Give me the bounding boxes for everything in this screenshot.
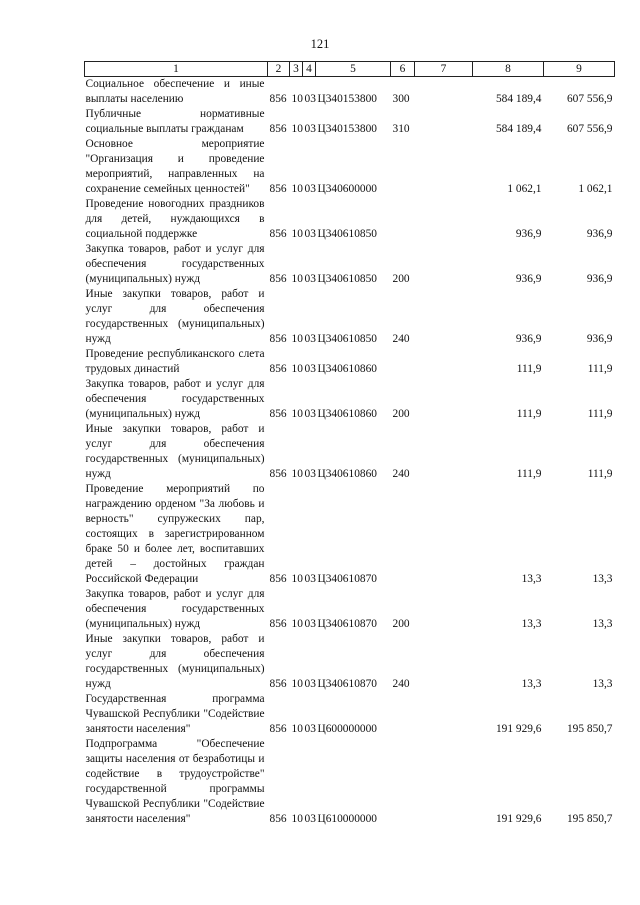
- row-expense-type-code: 240: [392, 333, 410, 345]
- row-col7: [415, 692, 473, 737]
- table-row: [85, 737, 615, 827]
- header-cell-3: 3: [290, 62, 303, 77]
- row-amount-2: 936,9: [586, 273, 613, 285]
- table-row: [85, 692, 615, 737]
- row-section-code: 10: [291, 813, 303, 825]
- row-amount-1: 13,3: [521, 573, 542, 585]
- row-col7: [415, 197, 473, 242]
- row-description: Социальное обеспечение и иные выплаты населению: [85, 78, 265, 105]
- row-section-code: 10: [291, 723, 303, 735]
- row-ministry-code: 856: [269, 618, 287, 630]
- row-target-code: Ц340610860: [317, 408, 377, 420]
- row-ministry-code: 856: [269, 468, 287, 480]
- row-ministry-code: 856: [269, 123, 287, 135]
- row-target-code: Ц340610870: [317, 618, 377, 630]
- table-row: [85, 197, 615, 242]
- header-cell-7: 7: [415, 62, 473, 77]
- row-amount-1: 13,3: [521, 618, 542, 630]
- table-row: [85, 482, 615, 587]
- row-subsection-code: 03: [304, 273, 316, 285]
- row-target-code: Ц340610860: [317, 468, 377, 480]
- row-section-code: 10: [291, 273, 303, 285]
- row-description: Иные закупки товаров, работ и услуг для обеспечения государственных (муниципальных) нужд: [85, 423, 265, 480]
- row-amount-1: 191 929,6: [495, 723, 542, 735]
- row-target-code: Ц340153800: [317, 123, 377, 135]
- row-expense-type-code: [391, 347, 415, 377]
- row-amount-1: 13,3: [521, 678, 542, 690]
- row-amount-2: 111,9: [587, 468, 613, 480]
- table-row: [85, 422, 615, 482]
- row-subsection-code: 03: [304, 678, 316, 690]
- row-ministry-code: 856: [269, 678, 287, 690]
- row-target-code: Ц340600000: [317, 183, 377, 195]
- row-description: Закупка товаров, работ и услуг для обеспечения государственных (муниципальных) нужд: [85, 378, 265, 420]
- row-expense-type-code: 310: [392, 123, 410, 135]
- row-description: Проведение республиканского слета трудовых династий: [85, 348, 265, 375]
- row-target-code: Ц340610870: [317, 678, 377, 690]
- row-amount-1: 111,9: [516, 363, 542, 375]
- table-row: [85, 137, 615, 197]
- row-section-code: 10: [291, 228, 303, 240]
- row-subsection-code: 03: [304, 123, 316, 135]
- table-row: [85, 77, 615, 108]
- row-expense-type-code: [391, 197, 415, 242]
- row-ministry-code: 856: [269, 723, 287, 735]
- row-target-code: Ц340610860: [317, 363, 377, 375]
- row-ministry-code: 856: [269, 363, 287, 375]
- row-section-code: 10: [291, 123, 303, 135]
- row-amount-1: 111,9: [516, 468, 542, 480]
- table-header: [85, 62, 615, 77]
- row-description: Проведение мероприятий по награждению орденом "За любовь и верность" супружеских пар, состоящих в зарегистрированном браке 50 и более лет, воспитавших детей – достойных граждан Российской Федерации: [85, 483, 265, 585]
- row-amount-1: 936,9: [515, 333, 542, 345]
- row-target-code: Ц340610870: [317, 573, 377, 585]
- row-target-code: Ц340610850: [317, 273, 377, 285]
- row-amount-1: 584 189,4: [495, 123, 542, 135]
- row-ministry-code: 856: [269, 228, 287, 240]
- row-ministry-code: 856: [269, 273, 287, 285]
- row-subsection-code: 03: [304, 183, 316, 195]
- row-col7: [415, 107, 473, 137]
- row-subsection-code: 03: [304, 363, 316, 375]
- row-section-code: 10: [291, 408, 303, 420]
- row-amount-1: 111,9: [516, 408, 542, 420]
- row-target-code: Ц340610850: [317, 333, 377, 345]
- row-amount-2: 111,9: [587, 363, 613, 375]
- header-cell-1: 1: [85, 62, 268, 77]
- table-row: [85, 632, 615, 692]
- row-amount-2: 195 850,7: [566, 723, 613, 735]
- row-section-code: 10: [291, 363, 303, 375]
- row-expense-type-code: 200: [392, 273, 410, 285]
- row-ministry-code: 856: [269, 183, 287, 195]
- row-amount-1: 936,9: [515, 273, 542, 285]
- table-row: [85, 242, 615, 287]
- row-ministry-code: 856: [269, 813, 287, 825]
- row-col7: [415, 482, 473, 587]
- row-amount-2: 1 062,1: [578, 183, 613, 195]
- row-subsection-code: 03: [304, 228, 316, 240]
- row-amount-2: 195 850,7: [566, 813, 613, 825]
- row-description: Подпрограмма "Обеспечение защиты населения от безработицы и содействие в трудоустройстве" государственной программы Чувашской Республики "Содействие занятости населения": [85, 738, 265, 825]
- header-row: [85, 62, 615, 77]
- row-expense-type-code: [391, 137, 415, 197]
- row-target-code: Ц340153800: [317, 93, 377, 105]
- row-target-code: Ц600000000: [317, 723, 377, 735]
- row-section-code: 10: [291, 333, 303, 345]
- row-subsection-code: 03: [304, 333, 316, 345]
- row-description: Закупка товаров, работ и услуг для обеспечения государственных (муниципальных) нужд: [85, 588, 265, 630]
- row-amount-2: 936,9: [586, 228, 613, 240]
- header-cell-2: 2: [268, 62, 290, 77]
- row-description: Иные закупки товаров, работ и услуг для обеспечения государственных (муниципальных) нужд: [85, 633, 265, 690]
- row-col7: [415, 287, 473, 347]
- row-section-code: 10: [291, 183, 303, 195]
- row-expense-type-code: [391, 692, 415, 737]
- row-amount-1: 584 189,4: [495, 93, 542, 105]
- row-col7: [415, 347, 473, 377]
- table-row: [85, 347, 615, 377]
- header-cell-6: 6: [391, 62, 415, 77]
- row-ministry-code: 856: [269, 93, 287, 105]
- row-subsection-code: 03: [304, 408, 316, 420]
- row-target-code: Ц610000000: [317, 813, 377, 825]
- row-subsection-code: 03: [304, 468, 316, 480]
- row-amount-2: 13,3: [592, 618, 613, 630]
- row-col7: [415, 587, 473, 632]
- row-col7: [415, 137, 473, 197]
- row-subsection-code: 03: [304, 813, 316, 825]
- row-section-code: 10: [291, 573, 303, 585]
- row-subsection-code: 03: [304, 618, 316, 630]
- row-amount-1: 1 062,1: [507, 183, 542, 195]
- table-row: [85, 377, 615, 422]
- row-description: Публичные нормативные социальные выплаты гражданам: [85, 108, 265, 135]
- row-subsection-code: 03: [304, 93, 316, 105]
- budget-table: [84, 61, 615, 827]
- row-amount-2: 111,9: [587, 408, 613, 420]
- header-cell-8: 8: [473, 62, 544, 77]
- page-number: 121: [310, 37, 330, 51]
- row-ministry-code: 856: [269, 573, 287, 585]
- row-expense-type-code: [391, 737, 415, 827]
- row-amount-2: 607 556,9: [566, 123, 613, 135]
- row-description: Закупка товаров, работ и услуг для обеспечения государственных (муниципальных) нужд: [85, 243, 265, 285]
- row-ministry-code: 856: [269, 408, 287, 420]
- row-expense-type-code: 200: [392, 408, 410, 420]
- header-cell-5: 5: [316, 62, 391, 77]
- row-subsection-code: 03: [304, 573, 316, 585]
- table-body: [85, 77, 615, 828]
- row-subsection-code: 03: [304, 723, 316, 735]
- row-target-code: Ц340610850: [317, 228, 377, 240]
- row-description: Проведение новогодних праздников для детей, нуждающихся в социальной поддержке: [85, 198, 265, 240]
- row-description: Иные закупки товаров, работ и услуг для обеспечения государственных (муниципальных) нужд: [85, 288, 265, 345]
- row-expense-type-code: 300: [392, 93, 410, 105]
- row-expense-type-code: 200: [392, 618, 410, 630]
- row-amount-2: 13,3: [592, 573, 613, 585]
- row-ministry-code: 856: [269, 333, 287, 345]
- row-description: Основное мероприятие "Организация и проведение мероприятий, направленных на сохранение семейных ценностей": [85, 138, 265, 195]
- row-amount-1: 191 929,6: [495, 813, 542, 825]
- row-section-code: 10: [291, 468, 303, 480]
- row-col7: [415, 77, 473, 108]
- row-amount-2: 936,9: [586, 333, 613, 345]
- row-expense-type-code: 240: [392, 678, 410, 690]
- table-row: [85, 107, 615, 137]
- row-section-code: 10: [291, 93, 303, 105]
- row-col7: [415, 422, 473, 482]
- header-cell-4: 4: [303, 62, 316, 77]
- row-col7: [415, 242, 473, 287]
- row-amount-1: 936,9: [515, 228, 542, 240]
- row-section-code: 10: [291, 618, 303, 630]
- table-row: [85, 287, 615, 347]
- row-expense-type-code: 240: [392, 468, 410, 480]
- row-section-code: 10: [291, 678, 303, 690]
- row-col7: [415, 737, 473, 827]
- row-col7: [415, 632, 473, 692]
- row-amount-2: 607 556,9: [566, 93, 613, 105]
- row-description: Государственная программа Чувашской Республики "Содействие занятости населения": [85, 693, 265, 735]
- row-expense-type-code: [391, 482, 415, 587]
- row-amount-2: 13,3: [592, 678, 613, 690]
- table-row: [85, 587, 615, 632]
- row-col7: [415, 377, 473, 422]
- header-cell-9: 9: [544, 62, 615, 77]
